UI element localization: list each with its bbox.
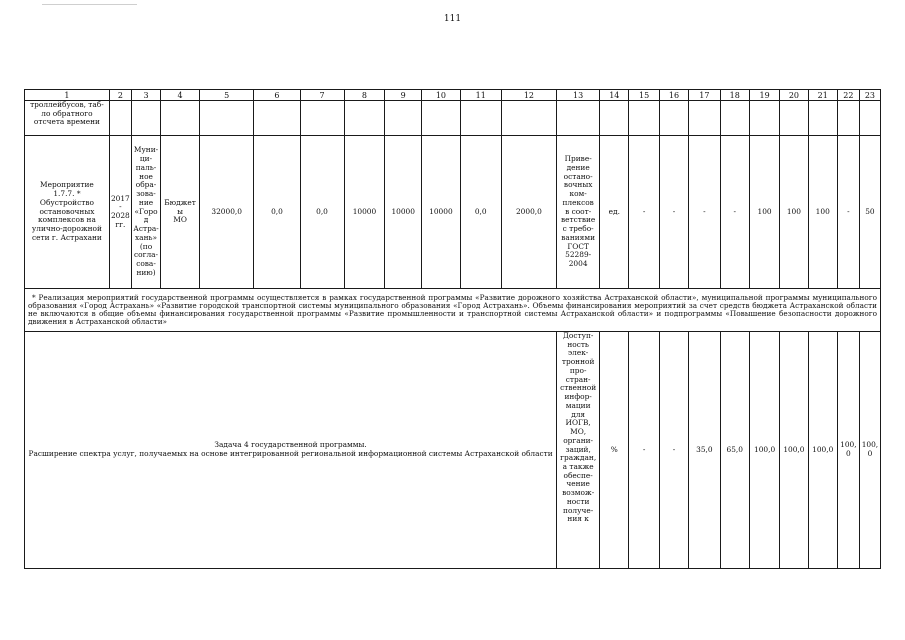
empty-cell: [300, 101, 344, 136]
indicator-value: 100,0: [859, 332, 880, 569]
col-num: 8: [344, 90, 385, 101]
scan-artifact: [42, 4, 137, 5]
col-num: 21: [808, 90, 837, 101]
indicator-value: 35,0: [689, 332, 720, 569]
indicator-value: -: [629, 136, 659, 289]
empty-cell: [808, 101, 837, 136]
col-num: 6: [254, 90, 300, 101]
empty-cell: [109, 101, 131, 136]
indicator-value: 100,0: [749, 332, 779, 569]
empty-cell: [344, 101, 385, 136]
total-value: 32000,0: [199, 136, 253, 289]
empty-cell: [254, 101, 300, 136]
task-title: Задача 4 государственной программы.: [214, 440, 367, 450]
task-subtitle: Расширение спектра услуг, получаемых на основе интегрированной региональной информационной системы Астраханской области: [28, 449, 553, 458]
col-num: 18: [720, 90, 749, 101]
year-value: 0,0: [254, 136, 300, 289]
task-row: [25, 332, 881, 569]
col-num: 12: [501, 90, 557, 101]
year-value: 10000: [422, 136, 461, 289]
indicator-value: 100,0: [837, 332, 859, 569]
col-num: 22: [837, 90, 859, 101]
year-value: 2000,0: [501, 136, 557, 289]
indicator-value: -: [659, 332, 688, 569]
indicator-value: -: [720, 136, 749, 289]
col-num: 15: [629, 90, 659, 101]
col-num: 14: [600, 90, 629, 101]
col-num: 4: [161, 90, 200, 101]
empty-cell: [659, 101, 688, 136]
empty-cell: [161, 101, 200, 136]
indicator-value: 100: [780, 136, 808, 289]
funding-source-cell: Бюджеты МО: [161, 136, 200, 289]
indicator-value: -: [659, 136, 688, 289]
empty-cell: [385, 101, 422, 136]
footnote-text: * Реализация мероприятий государственной программы осуществляется в рамках государственной программы «Развитие дорожного хозяйства Астраханской области», муниципальной программы муниципального образования «Город Астрахань» «Развитие городской транспортной системы муниципального образования «Город Астрахань». Объемы финансирования мероприятий за счет средств бюджета Астраханской области не включаются в общие объемы финансирования государственной программы «Развитие промышленности и транспортной системы Астраханской области» и подпрограммы «Повышение безопасности дорожного движения в Астраханской области»: [25, 289, 881, 332]
continuation-row: [25, 101, 881, 136]
col-num: 13: [557, 90, 600, 101]
year-value: 10000: [344, 136, 385, 289]
col-num: 1: [25, 90, 110, 101]
indicator-cell: Доступ- ность элек- тронной про- стран- ственной инфор- мации для ИОГВ, МО, органи- заций, граждан, а также обеспе- чение возмож- ности получе- ния к: [557, 332, 600, 569]
footnote-row: [25, 289, 881, 332]
indicator-value: 65,0: [720, 332, 749, 569]
empty-cell: [460, 101, 501, 136]
col-num: 3: [131, 90, 160, 101]
indicator-cell: Приве- дение остано- вочных ком- плексов в соот- ветствие с требо- ваниями ГОСТ 52289- 2004: [557, 136, 600, 289]
col-num: 20: [780, 90, 808, 101]
col-num: 7: [300, 90, 344, 101]
unit-cell: ед.: [600, 136, 629, 289]
empty-cell: [131, 101, 160, 136]
indicator-value: -: [689, 136, 720, 289]
program-table: [24, 89, 881, 569]
empty-cell: [749, 101, 779, 136]
empty-cell: [600, 101, 629, 136]
column-number-row: [25, 90, 881, 101]
year-value: 0,0: [300, 136, 344, 289]
empty-cell: [780, 101, 808, 136]
continuation-name-cell: троллейбусов, таб- ло обратного отсчета времени: [25, 101, 110, 136]
empty-cell: [837, 101, 859, 136]
col-num: 2: [109, 90, 131, 101]
indicator-value: 50: [859, 136, 880, 289]
measure-name-cell: Мероприятие 1.7.7. * Обустройство остановочных комплексов на улично-дорожной сети г. Астрахани: [25, 136, 110, 289]
indicator-value: 100: [749, 136, 779, 289]
col-num: 11: [460, 90, 501, 101]
col-num: 10: [422, 90, 461, 101]
year-value: 10000: [385, 136, 422, 289]
empty-cell: [859, 101, 880, 136]
indicator-value: 100: [808, 136, 837, 289]
empty-cell: [629, 101, 659, 136]
measure-row: [25, 136, 881, 289]
empty-cell: [422, 101, 461, 136]
unit-cell: %: [600, 332, 629, 569]
indicator-value: 100,0: [780, 332, 808, 569]
empty-cell: [720, 101, 749, 136]
page-number: 111: [443, 14, 462, 24]
col-num: 5: [199, 90, 253, 101]
indicator-value: -: [837, 136, 859, 289]
year-value: 0,0: [460, 136, 501, 289]
empty-cell: [501, 101, 557, 136]
col-num: 16: [659, 90, 688, 101]
indicator-value: -: [629, 332, 659, 569]
empty-cell: [199, 101, 253, 136]
col-num: 9: [385, 90, 422, 101]
indicator-value: 100,0: [808, 332, 837, 569]
empty-cell: [689, 101, 720, 136]
col-num: 17: [689, 90, 720, 101]
col-num: 19: [749, 90, 779, 101]
period-cell: 2017- 2028 гг.: [109, 136, 131, 289]
task-description-cell: [25, 332, 557, 569]
col-num: 23: [859, 90, 880, 101]
empty-cell: [557, 101, 600, 136]
executor-cell: Муни- ци- паль- ное обра- зова- ние «Город Астра- хань» (по согла- сова- нию): [131, 136, 160, 289]
